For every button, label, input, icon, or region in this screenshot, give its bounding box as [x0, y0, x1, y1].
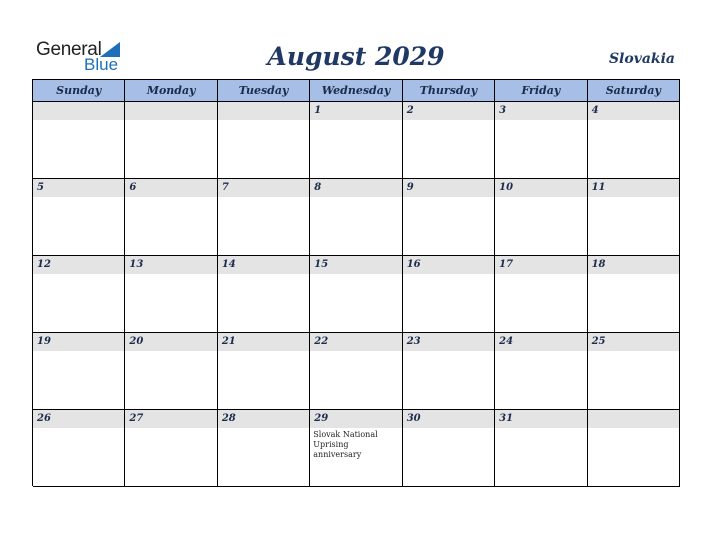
day-number: 16 [406, 259, 421, 270]
calendar-grid [32, 79, 680, 486]
day-number: 27 [129, 413, 144, 424]
day-cell-empty[interactable] [125, 102, 217, 179]
day-number: 5 [37, 182, 44, 193]
day-cell-10[interactable] [495, 179, 587, 256]
day-number: 19 [37, 336, 51, 347]
day-number: 14 [221, 259, 236, 270]
day-cell-empty[interactable] [33, 102, 125, 179]
day-header-band [588, 102, 679, 120]
day-number: 28 [221, 413, 236, 424]
day-cell-8[interactable] [310, 179, 402, 256]
day-number: 21 [221, 336, 236, 347]
day-cell-30[interactable] [403, 410, 495, 487]
day-cell-7[interactable] [218, 179, 310, 256]
day-cell-18[interactable] [588, 256, 680, 333]
day-number: 9 [406, 182, 414, 193]
weekday-header-monday: Monday [125, 80, 217, 102]
weekday-header-thursday: Thursday [403, 80, 495, 102]
day-number: 20 [129, 336, 144, 347]
day-cell-empty[interactable] [218, 102, 310, 179]
day-number: 11 [591, 182, 606, 193]
day-cell-20[interactable] [125, 333, 217, 410]
day-number: 31 [499, 413, 514, 424]
day-number: 2 [406, 105, 414, 116]
day-cell-1[interactable] [310, 102, 402, 179]
day-header-band [33, 179, 124, 197]
day-number: 6 [129, 182, 137, 193]
holiday-event: Slovak National Uprising anniversary [313, 430, 378, 459]
day-cell-25[interactable] [588, 333, 680, 410]
day-cell-24[interactable] [495, 333, 587, 410]
day-cell-23[interactable] [403, 333, 495, 410]
day-header-band [403, 179, 494, 197]
day-cell-16[interactable] [403, 256, 495, 333]
day-cell-12[interactable] [33, 256, 125, 333]
day-cell-empty[interactable] [588, 410, 680, 487]
day-number: 4 [591, 105, 599, 116]
day-cell-13[interactable] [125, 256, 217, 333]
day-header-band [310, 102, 401, 120]
day-number: 15 [314, 259, 329, 270]
day-cell-5[interactable] [33, 179, 125, 256]
day-cell-3[interactable] [495, 102, 587, 179]
weekday-header-sunday: Sunday [33, 80, 125, 102]
weekday-header-friday: Friday [495, 80, 587, 102]
day-number: 30 [406, 413, 421, 424]
day-cell-2[interactable] [403, 102, 495, 179]
day-cell-6[interactable] [125, 179, 217, 256]
day-cell-14[interactable] [218, 256, 310, 333]
day-number: 12 [37, 259, 51, 270]
calendar-title: August 2029 [267, 42, 445, 71]
day-number: 26 [37, 413, 51, 424]
day-cell-31[interactable] [495, 410, 587, 487]
day-header-band [310, 179, 401, 197]
day-cell-4[interactable] [588, 102, 680, 179]
day-header-band [218, 102, 309, 120]
day-number: 24 [499, 336, 514, 347]
day-number: 18 [591, 259, 606, 270]
day-number: 13 [129, 259, 144, 270]
day-number: 1 [314, 105, 322, 116]
day-header-band [218, 179, 309, 197]
day-cell-19[interactable] [33, 333, 125, 410]
weekday-header-wednesday: Wednesday [310, 80, 402, 102]
weekday-header-saturday: Saturday [588, 80, 680, 102]
day-number: 3 [499, 105, 507, 116]
weekday-header-row [33, 80, 680, 102]
day-number: 22 [314, 336, 329, 347]
day-cell-27[interactable] [125, 410, 217, 487]
logo-blue-text: Blue [84, 55, 119, 74]
day-header-band [125, 179, 216, 197]
day-cell-29[interactable] [310, 410, 402, 487]
day-header-band [495, 102, 586, 120]
day-header-band [403, 102, 494, 120]
day-cell-17[interactable] [495, 256, 587, 333]
day-number: 17 [499, 259, 514, 270]
day-header-band [588, 410, 679, 428]
day-header-band [125, 102, 216, 120]
day-header-band [33, 102, 124, 120]
day-cell-11[interactable] [588, 179, 680, 256]
logo-general-text: General [36, 39, 102, 60]
day-number: 29 [314, 413, 329, 424]
day-number: 10 [499, 182, 514, 193]
day-cell-21[interactable] [218, 333, 310, 410]
day-number: 25 [591, 336, 606, 347]
day-cell-9[interactable] [403, 179, 495, 256]
day-cell-28[interactable] [218, 410, 310, 487]
day-cell-15[interactable] [310, 256, 402, 333]
weekday-header-tuesday: Tuesday [218, 80, 310, 102]
country-label: Slovakia [608, 51, 675, 67]
day-cell-22[interactable] [310, 333, 402, 410]
day-number: 8 [314, 182, 322, 193]
day-number: 7 [221, 182, 229, 193]
day-number: 23 [406, 336, 421, 347]
day-cell-26[interactable] [33, 410, 125, 487]
